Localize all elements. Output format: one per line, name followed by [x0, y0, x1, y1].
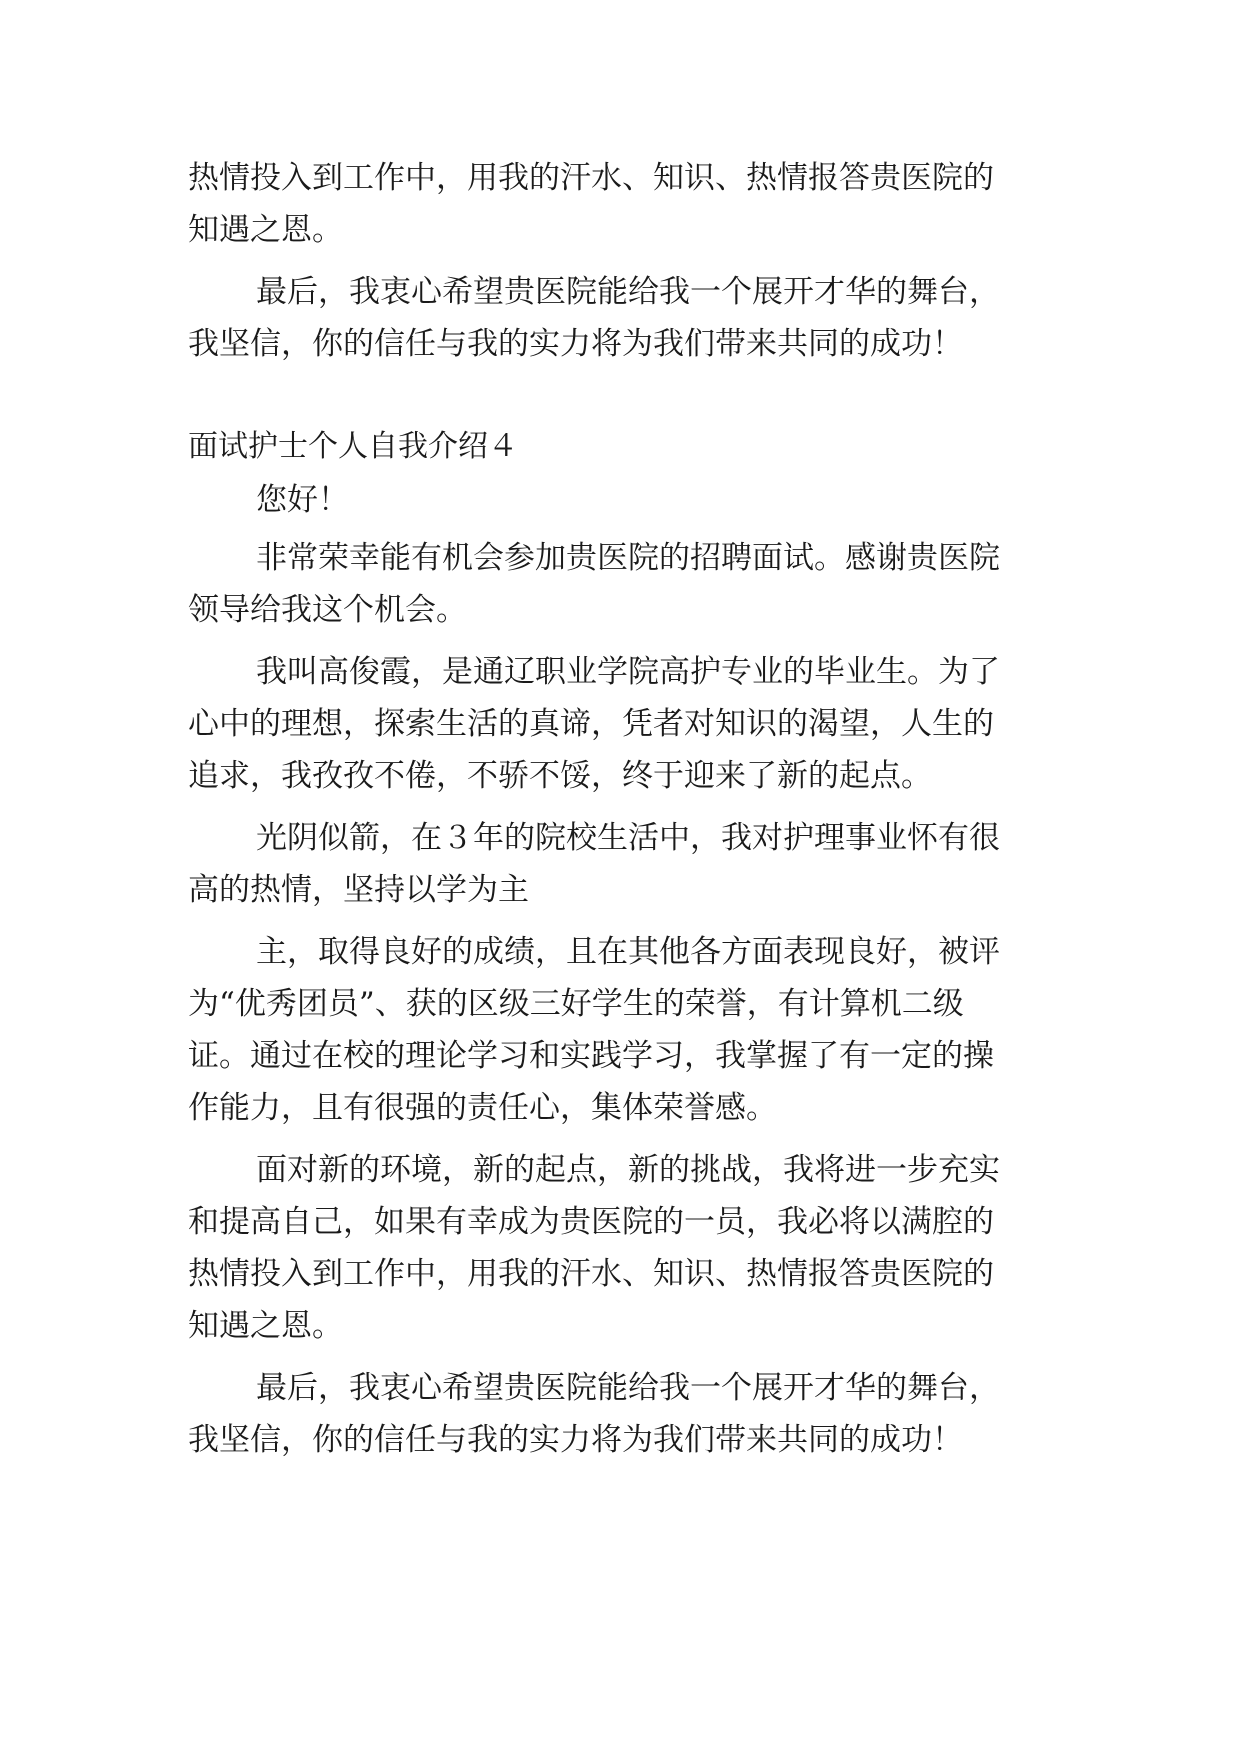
paragraph-line: 追求，我孜孜不倦，不骄不馁，终于迎来了新的起点。: [188, 758, 932, 794]
paragraph-line: 热情投入到工作中，用我的汗水、知识、热情报答贵医院的: [188, 160, 994, 196]
paragraph-line: 知遇之恩。: [188, 212, 343, 248]
paragraph-line: 知遇之恩。: [188, 1308, 343, 1344]
paragraph-line: 非常荣幸能有机会参加贵医院的招聘面试。感谢贵医院: [256, 540, 1000, 576]
paragraph-line: 证。通过在校的理论学习和实践学习，我掌握了有一定的操: [188, 1038, 994, 1074]
paragraph-line: 和提高自己，如果有幸成为贵医院的一员，我必将以满腔的: [188, 1204, 994, 1240]
paragraph-line: 为“优秀团员”、获的区级三好学生的荣誉，有计算机二级: [188, 986, 964, 1022]
paragraph-line: 面对新的环境，新的起点，新的挑战，我将进一步充实: [256, 1152, 1000, 1188]
paragraph-line: 心中的理想，探索生活的真谛，凭者对知识的渴望，人生的: [188, 706, 994, 742]
paragraph-line: 主，取得良好的成绩，且在其他各方面表现良好，被评: [256, 934, 1000, 970]
paragraph-line: 领导给我这个机会。: [188, 592, 467, 628]
paragraph-line: 我叫高俊霞，是通辽职业学院高护专业的毕业生。为了: [256, 654, 1000, 690]
paragraph-line: 我坚信，你的信任与我的实力将为我们带来共同的成功！: [188, 326, 963, 362]
paragraph-line: 最后，我衷心希望贵医院能给我一个展开才华的舞台，: [256, 274, 1000, 310]
section-title: 面试护士个人自我介绍４: [188, 429, 518, 464]
paragraph-line: 高的热情，坚持以学为主: [188, 872, 529, 908]
paragraph-line: 热情投入到工作中，用我的汗水、知识、热情报答贵医院的: [188, 1256, 994, 1292]
paragraph-line: 最后，我衷心希望贵医院能给我一个展开才华的舞台，: [256, 1370, 1000, 1406]
paragraph-line: 作能力，且有很强的责任心，集体荣誉感。: [188, 1090, 777, 1126]
paragraph-line: 我坚信，你的信任与我的实力将为我们带来共同的成功！: [188, 1422, 963, 1458]
paragraph-line: 光阴似箭，在３年的院校生活中，我对护理事业怀有很: [256, 820, 1000, 856]
greeting: 您好！: [256, 482, 349, 518]
